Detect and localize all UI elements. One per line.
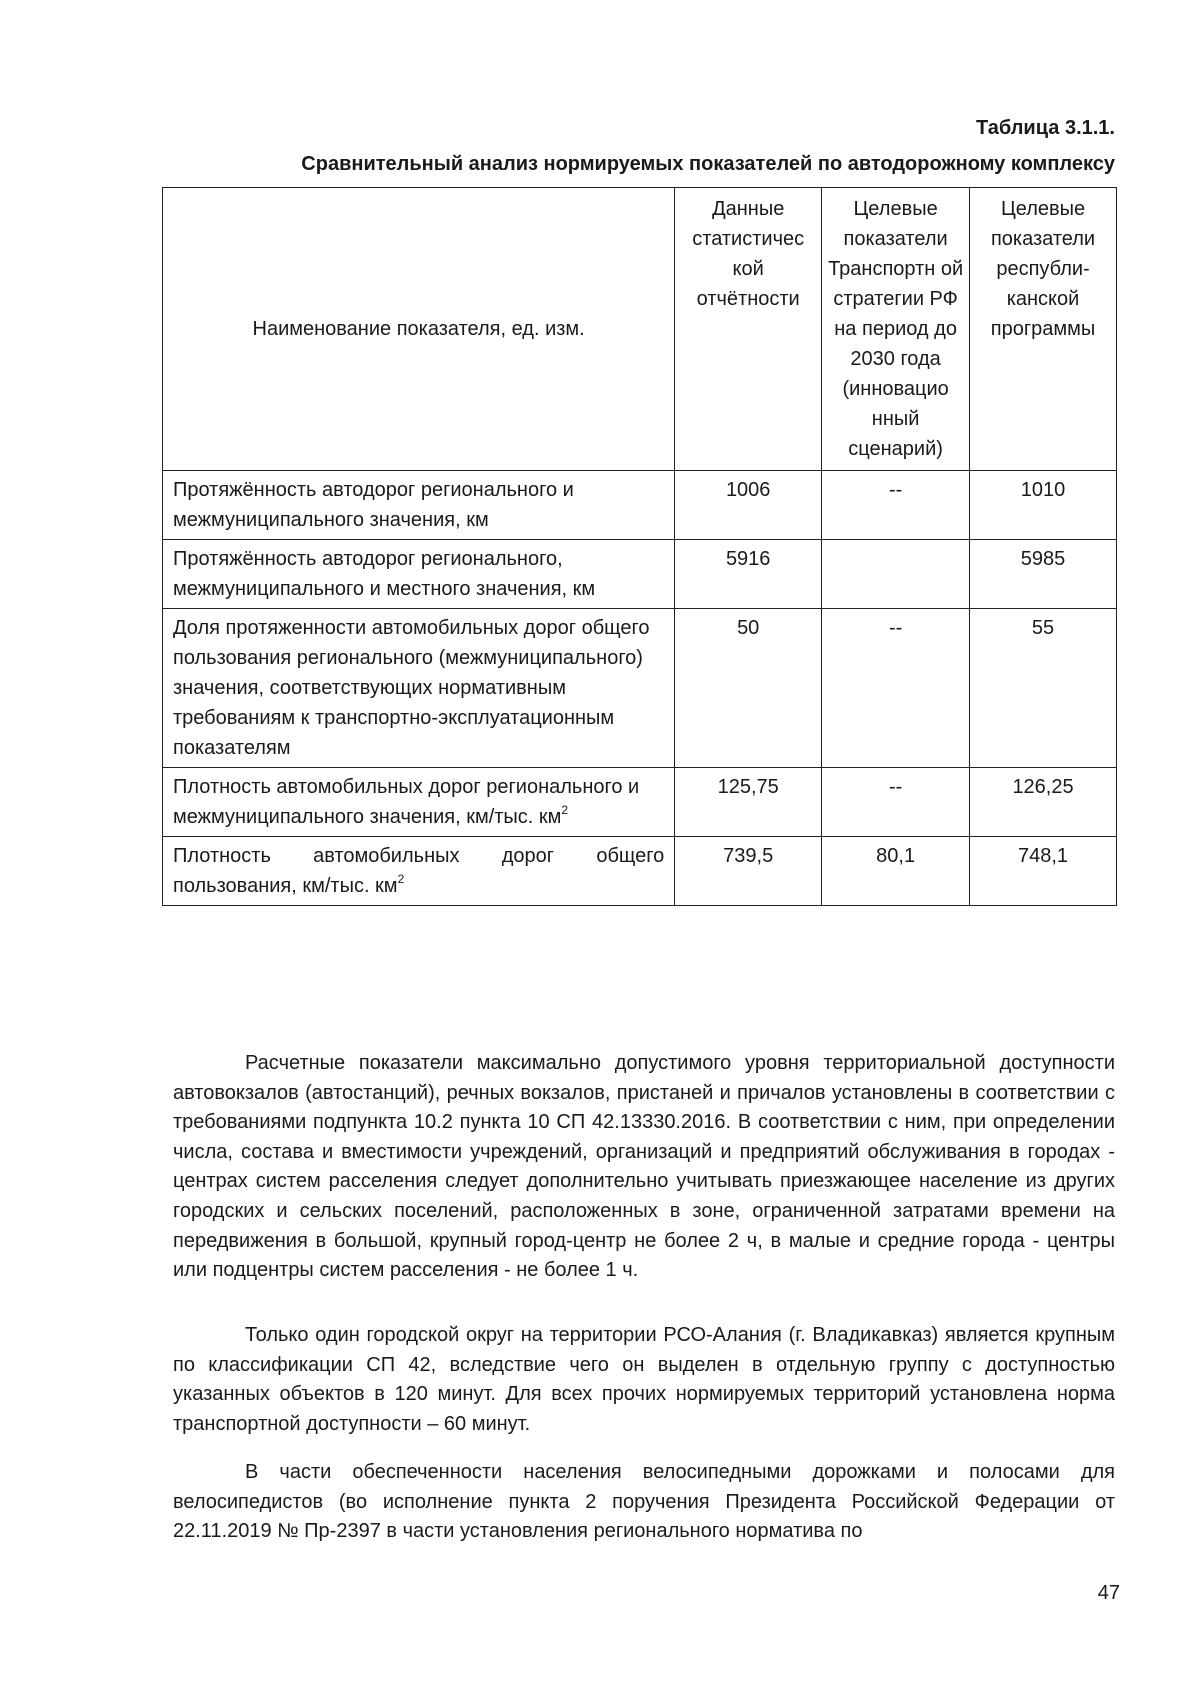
strategy-value: -- (822, 768, 970, 837)
header-republic-program: Целевые показатели республи- канской программы (970, 188, 1117, 471)
table-number: Таблица 3.1.1. (976, 117, 1115, 139)
table-row (163, 540, 1117, 609)
indicator-name-text: Плотность автомобильных дорог регионального и межмуниципального значения, км/тыс. км (173, 776, 640, 828)
strategy-value: -- (822, 609, 970, 768)
statistics-value: 125,75 (675, 768, 822, 837)
body-paragraph: Только один городской округ на территории РСО-Алания (г. Владикавказ) является крупным по классификации СП 42, вследствие чего он выделен в отдельную группу с доступностью указанных объектов в 120 минут. Для всех прочих нормируемых территорий установлена норма транспортной доступности – 60 минут. (173, 1324, 1115, 1435)
strategy-value: -- (822, 471, 970, 540)
header-transport-strategy: Целевые показатели Транспортн ой стратегии РФ на период до 2030 года (инновацио нный сценарий) (822, 188, 970, 471)
program-value: 1010 (970, 471, 1117, 540)
superscript: 2 (561, 803, 569, 817)
program-value: 5985 (970, 540, 1117, 609)
statistics-value: 739,5 (675, 837, 822, 906)
page-number: 47 (1097, 1582, 1120, 1604)
indicator-name: Протяжённость автодорог регионального и межмуниципального значения, км (163, 471, 675, 540)
indicator-name: Протяжённость автодорог регионального, межмуниципального и местного значения, км (163, 540, 675, 609)
indicator-name-line2: пользования, км/тыс. км (173, 875, 398, 897)
table-row (163, 768, 1117, 837)
indicators-table (162, 187, 1117, 906)
table-row (163, 609, 1117, 768)
indicator-name (163, 768, 675, 837)
indicator-name-line1: Плотность автомобильных дорог общего (173, 845, 665, 867)
indicator-name: Доля протяженности автомобильных дорог общего пользования регионального (межмуниципального) значения, соответствующих нормативным требованиям к транспортно-эксплуатационным показателям (163, 609, 675, 768)
program-value: 55 (970, 609, 1117, 768)
indicator-name (163, 837, 675, 906)
statistics-value: 5916 (675, 540, 822, 609)
table-row (163, 837, 1117, 906)
statistics-value: 1006 (675, 471, 822, 540)
header-indicator-name: Наименование показателя, ед. изм. (163, 188, 675, 471)
body-paragraph: Расчетные показатели максимально допустимого уровня территориальной доступности автовокзалов (автостанций), речных вокзалов, пристаней и причалов установлены в соответствии с требованиями подпункта 10.2 пункта 10 СП 42.13330.2016. В соответствии с ним, при определении числа, состава и вместимости учреждений, организаций и предприятий обслуживания в городах - центрах систем расселения следует дополнительно учитывать приезжающее население из других городских и сельских поселений, расположенных в зоне, ограниченной затратами времени на передвижения в большой, крупный город-центр не более 2 ч, в малые и средние города - центры или подцентры систем расселения - не более 1 ч. (173, 1052, 1115, 1282)
table-row (163, 471, 1117, 540)
table-title: Сравнительный анализ нормируемых показателей по автодорожному комплексу (301, 153, 1115, 175)
body-paragraph: В части обеспеченности населения велосипедными дорожками и полосами для велосипедистов (во исполнение пункта 2 поручения Президента Российской Федерации от 22.11.2019 № Пр-2397 в части установления регионального норматива по (173, 1461, 1115, 1543)
strategy-value: 80,1 (822, 837, 970, 906)
program-value: 748,1 (970, 837, 1117, 906)
header-statistics: Данные статистичес кой отчётности (675, 188, 822, 471)
superscript: 2 (397, 872, 405, 886)
program-value: 126,25 (970, 768, 1117, 837)
strategy-value (822, 540, 970, 609)
statistics-value: 50 (675, 609, 822, 768)
table-header-row (163, 188, 1117, 471)
